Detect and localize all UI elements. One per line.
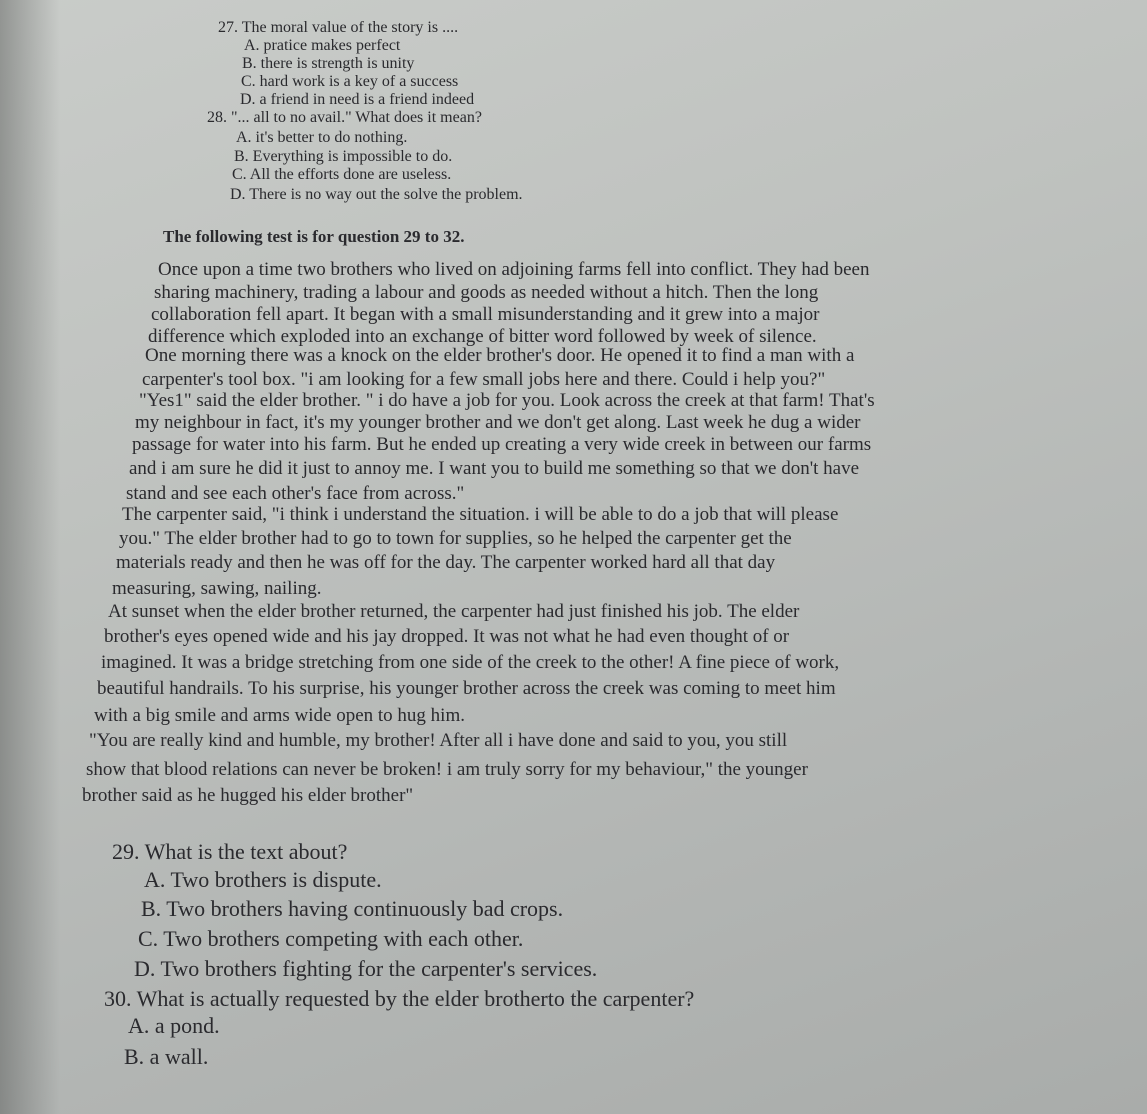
passage-line: "Yes1" said the elder brother. " i do have a job for you. Look across the creek at that farm! That's [139,390,875,411]
passage-line: collaboration fell apart. It began with a small misunderstanding and it grew into a major [151,304,820,325]
passage-line: my neighbour in fact, it's my younger brother and we don't get along. Last week he dug a wider [135,412,861,433]
passage-line: brother said as he hugged his elder brother" [82,785,414,806]
q27-option-a: A. pratice makes perfect [244,37,401,54]
passage-line: with a big smile and arms wide open to hug him. [94,705,465,726]
passage-line: you." The elder brother had to go to town for supplies, so he helped the carpenter get the [119,528,792,549]
q27-option-c: C. hard work is a key of a success [241,73,459,90]
q27-option-b: B. there is strength is unity [242,55,415,72]
passage-line: measuring, sawing, nailing. [112,578,322,599]
q28-option-a: A. it's better to do nothing. [236,129,408,146]
passage-line: carpenter's tool box. "i am looking for a few small jobs here and there. Could i help you?" [142,369,826,390]
passage-line: imagined. It was a bridge stretching from one side of the creek to the other! A fine piece of work, [101,652,840,673]
q29-option-a: A. Two brothers is dispute. [144,867,382,892]
passage-line: At sunset when the elder brother returned, the carpenter had just finished his job. The elder [108,601,800,622]
q29-option-d: D. Two brothers fighting for the carpenter's services. [134,956,598,981]
paper-edge-shadow [0,0,60,1114]
passage-line: The carpenter said, "i think i understand the situation. i will be able to do a job that will please [122,504,839,525]
q29-question: 29. What is the text about? [112,839,348,864]
passage-line: beautiful handrails. To his surprise, his younger brother across the creek was coming to meet him [97,678,836,699]
q30-option-b: B. a wall. [124,1044,209,1069]
section-heading: The following test is for question 29 to 32. [163,227,465,246]
q29-option-b: B. Two brothers having continuously bad crops. [141,896,564,921]
passage-line: materials ready and then he was off for the day. The carpenter worked hard all that day [116,552,776,573]
q30-option-a: A. a pond. [128,1013,220,1038]
q29-option-c: C. Two brothers competing with each other. [138,926,524,951]
passage-line: One morning there was a knock on the elder brother's door. He opened it to find a man with a [145,345,855,366]
q28-question: 28. "... all to no avail." What does it mean? [207,109,482,126]
passage-line: sharing machinery, trading a labour and goods as needed without a hitch. Then the long [154,282,819,303]
q28-option-b: B. Everything is impossible to do. [234,148,453,165]
passage-line: "You are really kind and humble, my brother! After all i have done and said to you, you still [89,730,788,751]
q30-question: 30. What is actually requested by the elder brotherto the carpenter? [104,986,695,1011]
passage-line: and i am sure he did it just to annoy me. I want you to build me something so that we don't have [129,458,860,479]
passage-line: stand and see each other's face from across." [126,483,465,504]
passage-line: difference which exploded into an exchange of bitter word followed by week of silence. [148,326,817,347]
passage-line: passage for water into his farm. But he ended up creating a very wide creek in between our farms [132,434,872,455]
q28-option-c: C. All the efforts done are useless. [232,166,452,183]
q27-option-d: D. a friend in need is a friend indeed [240,91,475,108]
passage-line: Once upon a time two brothers who lived on adjoining farms fell into conflict. They had been [158,259,870,280]
passage-line: show that blood relations can never be broken! i am truly sorry for my behaviour," the younger [86,759,808,780]
passage-line: brother's eyes opened wide and his jay dropped. It was not what he had even thought of or [104,626,790,647]
q27-question: 27. The moral value of the story is .... [218,19,459,36]
q28-option-d: D. There is no way out the solve the problem. [230,186,523,203]
